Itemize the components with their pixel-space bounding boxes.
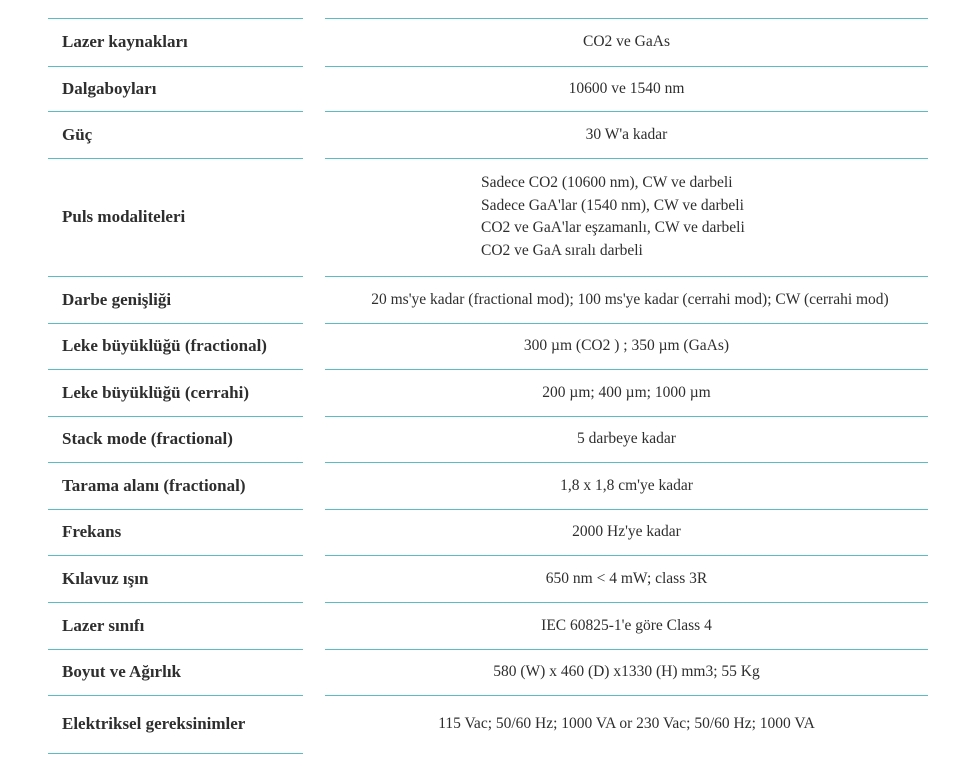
row-value: 2000 Hz'ye kadar xyxy=(572,523,681,540)
table-row xyxy=(0,555,979,602)
row-value-line: Sadece CO2 (10600 nm), CW ve darbeli xyxy=(481,174,733,191)
row-divider xyxy=(48,753,303,754)
table-row xyxy=(0,276,979,323)
row-label: Puls modaliteleri xyxy=(62,207,186,226)
table-row xyxy=(0,18,979,66)
row-value-line: Sadece GaA'lar (1540 nm), CW ve darbeli xyxy=(481,196,744,214)
row-label: Dalgaboyları xyxy=(62,78,157,98)
row-label: Tarama alanı (fractional) xyxy=(62,475,246,495)
row-label: Leke büyüklüğü (fractional) xyxy=(62,336,267,355)
row-value: 5 darbeye kadar xyxy=(577,430,676,447)
row-label: Lazer sınıfı xyxy=(62,615,145,635)
row-value-list xyxy=(325,158,928,276)
table-row xyxy=(0,462,979,509)
table-row xyxy=(0,695,979,753)
row-value: 200 µm; 400 µm; 1000 µm xyxy=(542,383,711,401)
row-value-line: CO2 ve GaA'lar eşzamanlı, CW ve darbeli xyxy=(481,219,745,236)
row-value: CO2 ve GaAs xyxy=(583,33,670,50)
row-label: Darbe genişliği xyxy=(62,289,172,309)
row-label: Lazer kaynakları xyxy=(62,32,188,51)
row-value: IEC 60825-1'e göre Class 4 xyxy=(541,616,712,634)
row-label: Kılavuz ışın xyxy=(62,568,149,588)
row-label: Elektriksel gereksinimler xyxy=(62,714,246,733)
row-label: Stack mode (fractional) xyxy=(62,429,233,448)
table-row xyxy=(0,323,979,369)
table-row xyxy=(0,649,979,695)
table-row xyxy=(0,602,979,649)
table-row xyxy=(0,158,979,276)
row-value: 20 ms'ye kadar (fractional mod); 100 ms'ye kadar (cerrahi mod); CW (cerrahi mod) xyxy=(371,290,889,308)
table-row xyxy=(0,369,979,416)
row-value-line: CO2 ve GaA sıralı darbeli xyxy=(481,241,643,259)
row-label: Boyut ve Ağırlık xyxy=(62,662,182,681)
row-label: Güç xyxy=(62,124,93,144)
row-value: 30 W'a kadar xyxy=(585,125,668,143)
row-value: 10600 ve 1540 nm xyxy=(568,79,685,97)
row-value: 300 µm (CO2 ) ; 350 µm (GaAs) xyxy=(523,337,730,354)
table-row xyxy=(0,66,979,111)
row-label: Frekans xyxy=(62,522,122,541)
row-value: 1,8 x 1,8 cm'ye kadar xyxy=(560,476,693,494)
row-label: Leke büyüklüğü (cerrahi) xyxy=(62,382,250,402)
table-row xyxy=(0,509,979,555)
row-value: 650 nm < 4 mW; class 3R xyxy=(545,569,708,587)
row-value: 115 Vac; 50/60 Hz; 1000 VA or 230 Vac; 50/60 Hz; 1000 VA xyxy=(438,715,815,732)
row-value: 580 (W) x 460 (D) x1330 (H) mm3; 55 Kg xyxy=(493,663,760,680)
table-row xyxy=(0,416,979,462)
table-row xyxy=(0,111,979,158)
